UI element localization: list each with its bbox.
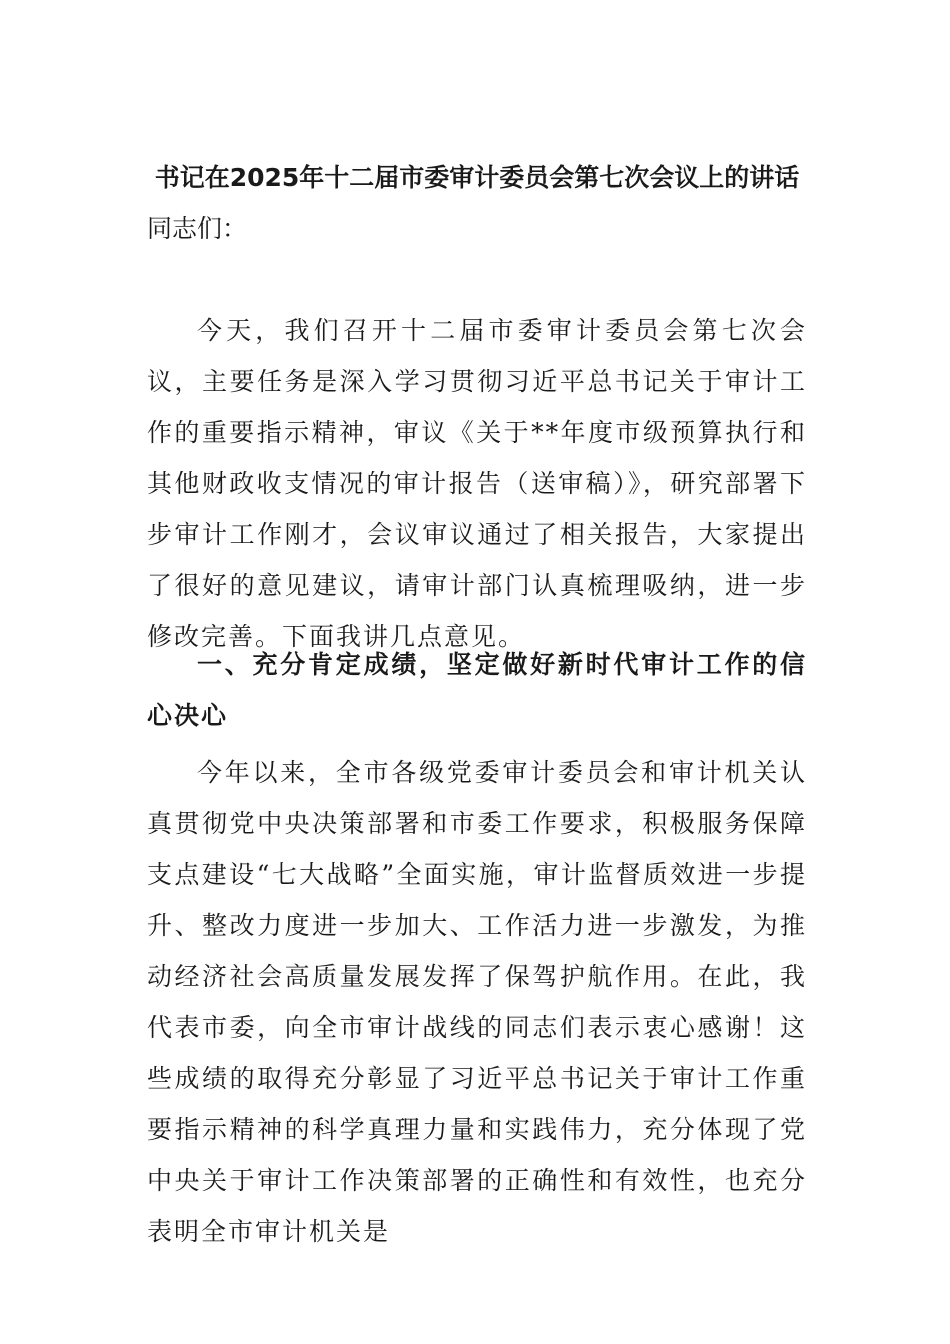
salutation: 同志们：: [147, 214, 248, 243]
section-1-paragraph: 今年以来，全市各级党委审计委员会和审计机关认真贯彻党中央决策部署和市委工作要求，积极服务保障支点建设“七大战略”全面实施，审计监督质效进一步提升、整改力度进一步加大、工作活力进一步激发，为推动经济社会高质量发展发挥了保驾护航作用。在此，我代表市委，向全市审计战线的同志们表示衷心感谢！这些成绩的取得充分彰显了习近平总书记关于审计工作重要指示精神的科学真理力量和实践伟力，充分体现了党中央关于审计工作决策部署的正确性和有效性，也充分表明全市审计机关是: [147, 758, 807, 1246]
opening-paragraph: 今天，我们召开十二届市委审计委员会第七次会议，主要任务是深入学习贯彻习近平总书记关于审计工作的重要指示精神，审议《关于**年度市级预算执行和其他财政收支情况的审计报告（送审稿）》，研究部署下步审计工作刚才，会议审议通过了相关报告，大家提出了很好的意见建议，请审计部门认真梳理吸纳，进一步修改完善。下面我讲几点意见。: [147, 316, 807, 651]
document-title: 书记在2025年十二届市委审计委员会第七次会议上的讲话: [154, 163, 800, 192]
section-heading-1: 一、充分肯定成绩，坚定做好新时代审计工作的信心决心: [147, 650, 807, 730]
